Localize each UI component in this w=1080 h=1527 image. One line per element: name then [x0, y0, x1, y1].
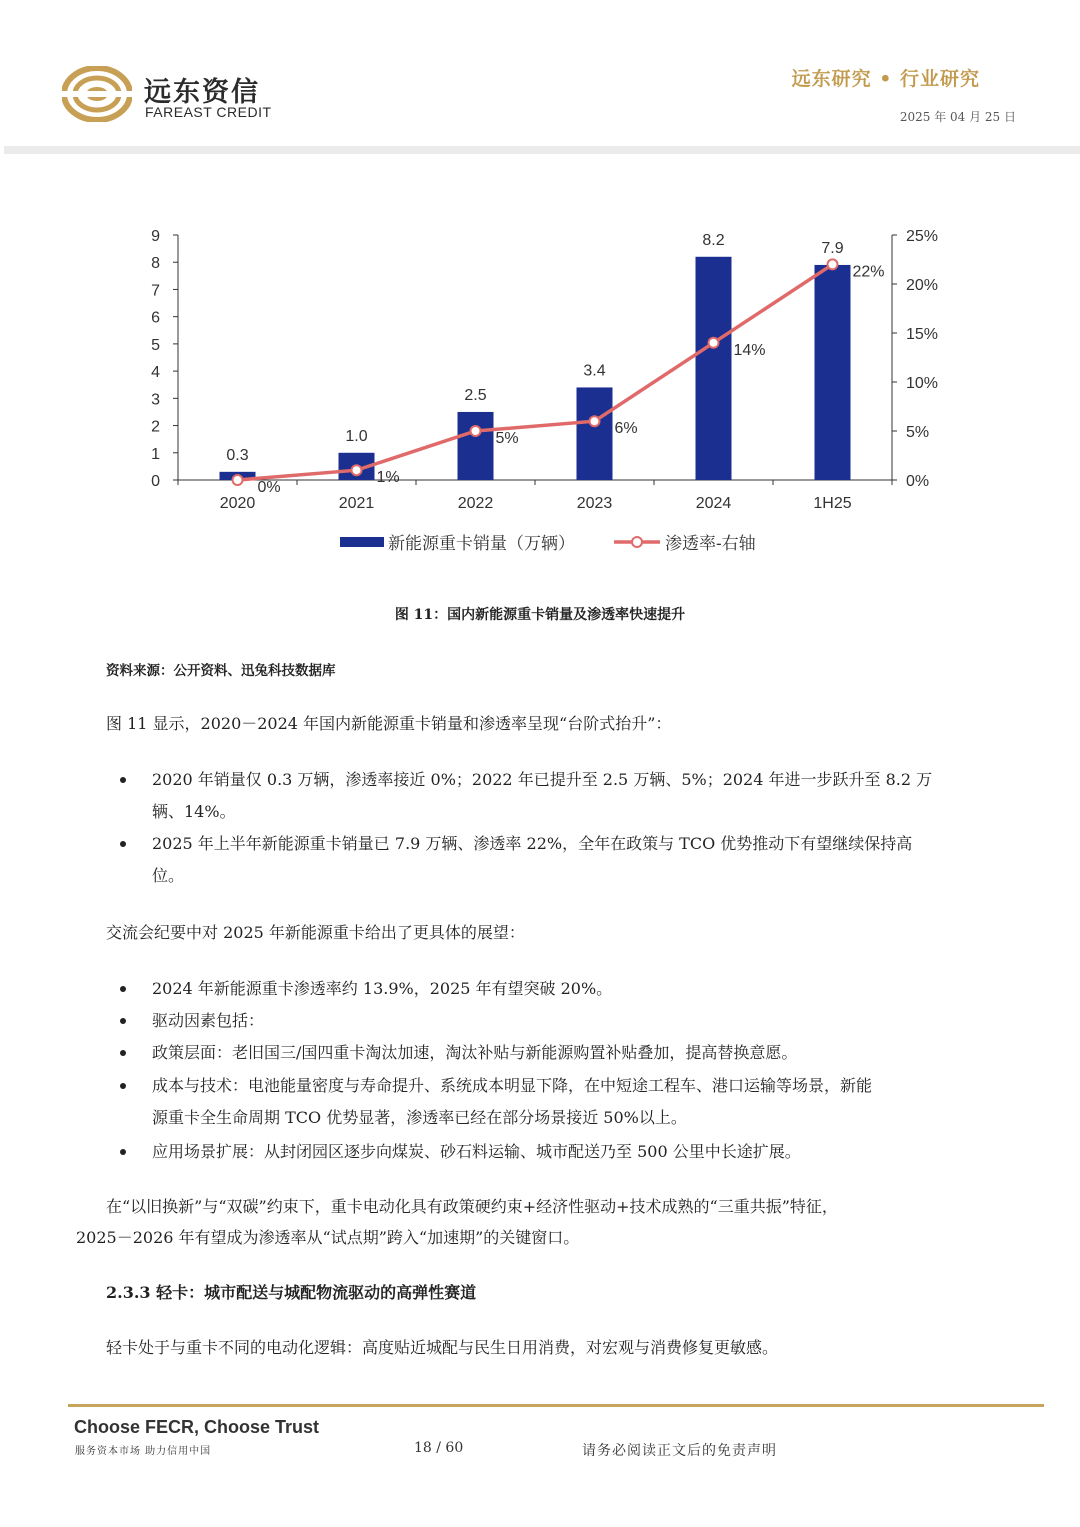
penetration-point-2020	[233, 475, 243, 485]
bar-2024	[696, 257, 732, 480]
figure-caption: 图 11：国内新能源重卡销量及渗透率快速提升	[394, 607, 686, 623]
penetration-value-label: 6%	[614, 420, 638, 438]
paragraph-outlook-intro: 交流会纪要中对 2025 年新能源重卡给出了更具体的展望：	[106, 923, 525, 942]
x-tick-label: 2022	[457, 495, 494, 512]
data-source-note: 资料来源：公开资料、迅兔科技数据库	[106, 663, 336, 679]
penetration-value-label: 0%	[257, 479, 281, 496]
logo-english-name: FAREAST CREDIT	[145, 104, 272, 120]
disclaimer-note: 请务必阅读正文后的免责声明	[582, 1443, 777, 1459]
legend-bar-label: 新能源重卡销量（万辆）	[388, 534, 575, 553]
footer-subtitle: 服务资本市场 助力信用中国	[75, 1446, 212, 1457]
bullet-dot	[120, 1018, 126, 1024]
penetration-point-2023	[590, 416, 600, 426]
right-tick-label: 25%	[906, 228, 939, 245]
left-tick-label: 9	[151, 228, 160, 245]
chart-legend	[340, 534, 756, 553]
paragraph-light-truck: 轻卡处于与重卡不同的电动化逻辑：高度贴近城配与民生日用消费，对宏观与消费修复更敏感。	[106, 1338, 779, 1357]
bullet-dot	[120, 841, 126, 847]
bullet-dot	[120, 986, 126, 992]
penetration-point-2022	[471, 426, 481, 436]
x-tick-label: 2020	[219, 495, 256, 512]
bullet-1h25-line2: 位。	[152, 866, 185, 885]
penetration-point-2021	[352, 465, 362, 475]
right-tick-label: 10%	[906, 375, 939, 392]
bullet-dot	[120, 777, 126, 783]
header-divider	[4, 146, 1080, 154]
bullet-1h25-line1: 2025 年上半年新能源重卡销量已 7.9 万辆、渗透率 22%，全年在政策与 TCO 优势推动下有望继续保持高	[152, 834, 913, 853]
bar-1H25	[815, 265, 851, 480]
legend-bar-swatch	[340, 537, 384, 547]
penetration-point-2024	[709, 338, 719, 348]
nev-heavy-truck-chart	[130, 222, 960, 562]
x-tick-label: 2024	[695, 495, 732, 512]
bar-value-label: 8.2	[702, 231, 725, 249]
right-tick-label: 5%	[906, 424, 930, 441]
section-heading: 2.3.3 轻卡：城市配送与城配物流驱动的高弹性赛道	[106, 1283, 477, 1302]
bullet-dot	[120, 1050, 126, 1056]
x-tick-label: 2021	[338, 495, 375, 512]
x-tick-label: 1H25	[813, 495, 852, 512]
bullet-2020-2024-line2: 辆、14%。	[152, 802, 236, 821]
footer-slogan: Choose FECR, Choose Trust	[74, 1417, 320, 1437]
legend-line-label: 渗透率-右轴	[665, 534, 756, 553]
page-number: 18 / 60	[414, 1440, 464, 1456]
right-tick-label: 0%	[906, 473, 930, 490]
bar-value-label: 2.5	[464, 386, 487, 404]
data-labels	[226, 232, 884, 496]
bar-value-label: 3.4	[583, 362, 606, 380]
bullet-policy: 政策层面：老旧国三/国四重卡淘汰加速，淘汰补贴与新能源购置补贴叠加，提高替换意愿。	[152, 1043, 798, 1062]
left-tick-label: 8	[151, 255, 160, 273]
report-type-title: 远东研究 • 行业研究	[791, 68, 980, 90]
paragraph-figure-summary: 图 11 显示，2020－2024 年国内新能源重卡销量和渗透率呈现“台阶式抬升”：	[106, 714, 672, 733]
bullet-cost-tech-line1: 成本与技术：电池能量密度与寿命提升、系统成本明显下降，在中短途工程车、港口运输等场景，新能	[152, 1076, 873, 1095]
footer-divider	[68, 1404, 1044, 1407]
line-series	[233, 259, 838, 485]
legend-line-marker	[632, 537, 642, 547]
logo-chinese-name: 远东资信	[144, 77, 260, 108]
left-tick-label: 7	[151, 282, 160, 300]
bullet-2020-2024-line1: 2020 年销量仅 0.3 万辆，渗透率接近 0%；2022 年已提升至 2.5 万辆、5%；2024 年进一步跃升至 8.2 万	[152, 770, 933, 789]
left-tick-label: 6	[151, 309, 160, 327]
bar-value-label: 0.3	[226, 446, 249, 464]
bullet-drivers: 驱动因素包括：	[152, 1011, 265, 1030]
bar-value-label: 7.9	[821, 239, 844, 257]
bullet-dot	[120, 1149, 126, 1155]
penetration-value-label: 14%	[733, 341, 766, 359]
penetration-value-label: 5%	[495, 430, 519, 447]
bullet-penetration-outlook: 2024 年新能源重卡渗透率约 13.9%，2025 年有望突破 20%。	[152, 979, 613, 998]
page-header	[0, 0, 1080, 150]
penetration-value-label: 22%	[852, 263, 885, 281]
left-tick-label: 5	[151, 336, 160, 354]
left-tick-label: 4	[151, 364, 160, 382]
left-tick-label: 3	[151, 391, 160, 409]
penetration-line	[238, 264, 833, 480]
paragraph-conclusion-line2: 2025－2026 年有望成为渗透率从“试点期”跨入“加速期”的关键窗口。	[76, 1228, 580, 1247]
bar-2022	[458, 412, 494, 480]
penetration-point-1H25	[828, 259, 838, 269]
fareast-logo-icon	[62, 66, 132, 122]
x-tick-label: 2023	[576, 495, 613, 512]
left-tick-label: 1	[151, 445, 160, 463]
right-tick-label: 20%	[906, 277, 939, 294]
right-tick-label: 15%	[906, 326, 939, 343]
paragraph-conclusion-line1: 在“以旧换新”与“双碳”约束下，重卡电动化具有政策硬约束+经济性驱动+技术成熟的“三重共振”特征，	[106, 1197, 838, 1216]
bar-2023	[577, 387, 613, 480]
left-tick-label: 0	[151, 473, 160, 490]
bar-series	[220, 257, 851, 480]
bullet-scenarios: 应用场景扩展：从封闭园区逐步向煤炭、砂石料运输、城市配送乃至 500 公里中长途扩展。	[152, 1142, 801, 1161]
bar-value-label: 1.0	[345, 427, 368, 445]
left-tick-label: 2	[151, 418, 160, 436]
penetration-value-label: 1%	[376, 469, 400, 487]
bullet-dot	[120, 1083, 126, 1089]
bullet-cost-tech-line2: 源重卡全生命周期 TCO 优势显著，渗透率已经在部分场景接近 50%以上。	[152, 1108, 687, 1127]
report-date: 2025 年 04 月 25 日	[899, 110, 1016, 124]
